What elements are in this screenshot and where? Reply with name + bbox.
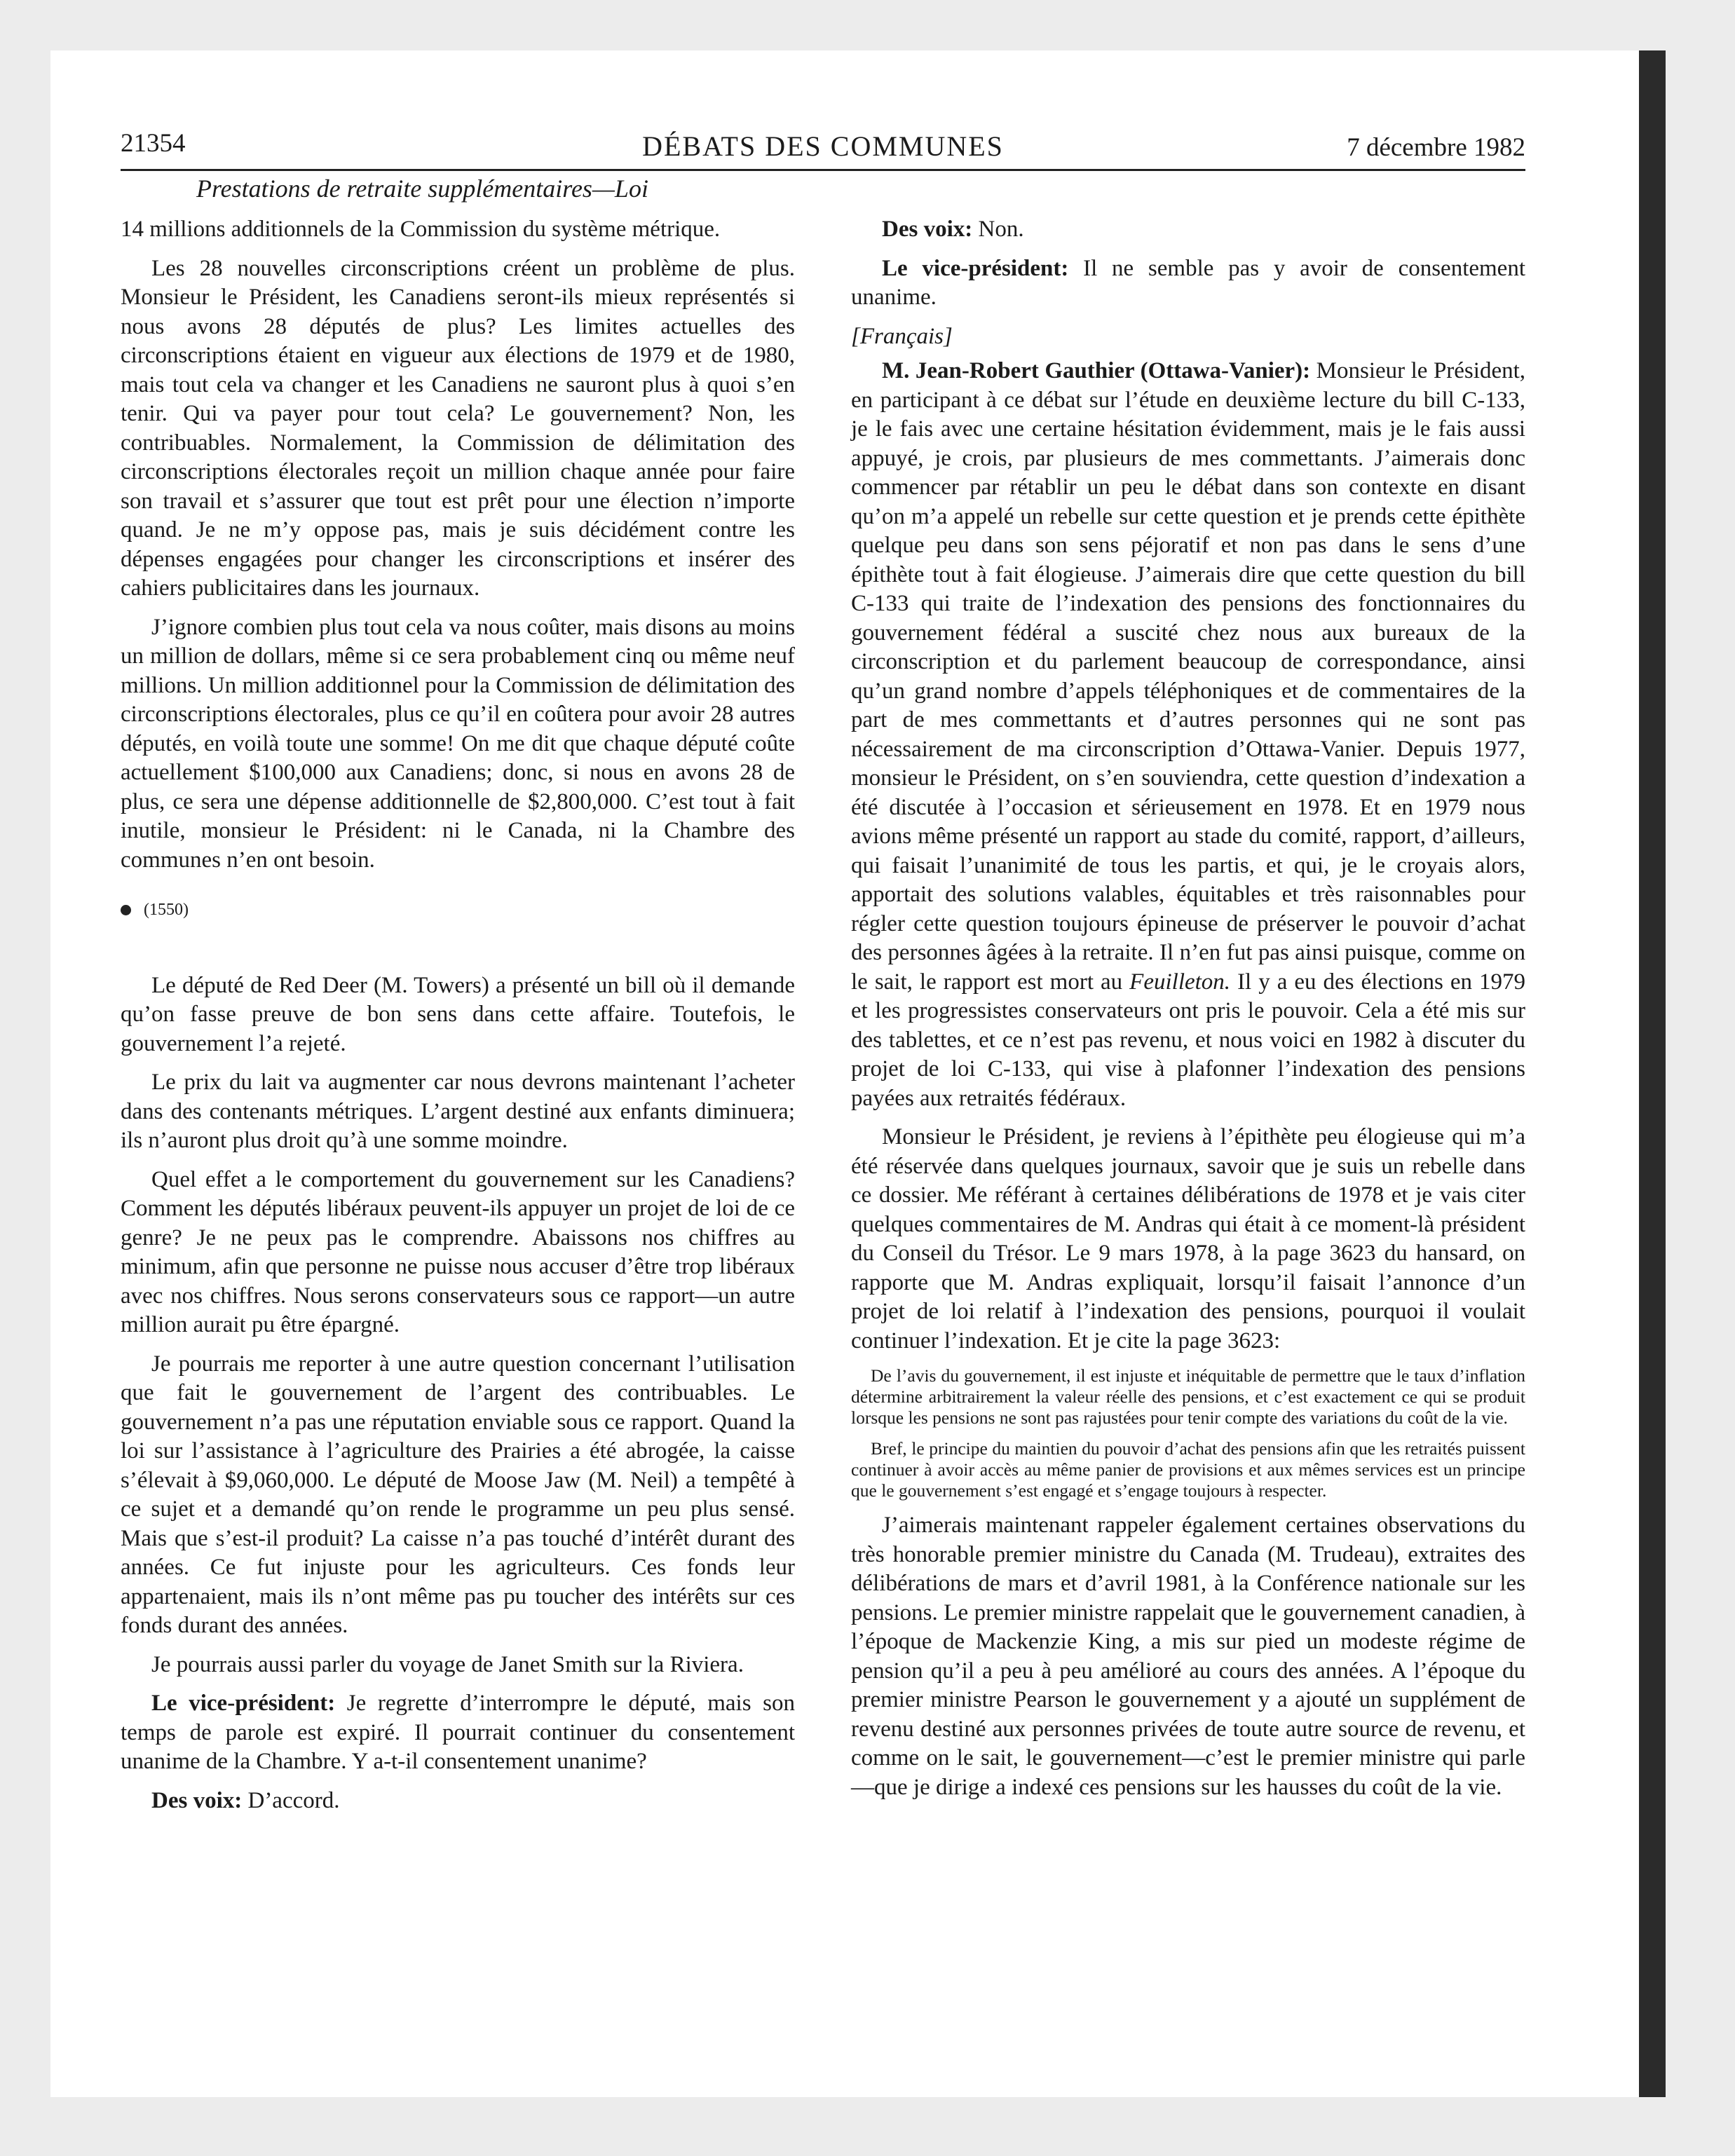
paragraph: Quel effet a le comportement du gouvernement sur les Canadiens? Comment les députés libéraux peuvent-ils appuyer un projet de loi de ce genre? Je ne peux pas le comprendre. Abaissons nos chiffres au minimum, afin que personne ne puisse nous accuser d’être trop libéraux avec nos chiffres. Nous serons conservateurs sous ce rapport—un autre million aurait pu être épargné.	[121, 1166, 795, 1337]
speech-text: D’accord.	[242, 1787, 340, 1813]
paragraph: Les 28 nouvelles circonscriptions créent un problème de plus. Monsieur le Président, les Canadiens seront-ils mieux représentés si nous avons 28 députés de plus? Les limites actuelles des circonscriptions étaient en vigueur aux élections de 1979 et de 1980, mais tout cela va changer et les Canadiens ne sauront plus à quoi s’en tenir. Qui va payer pour tout cela? Le gouvernement? Non, les contribuables. Normalement, la Commission de délimitation des circonscriptions électorales reçoit un million chaque année pour faire son travail et s’assurer que tout est prêt pour une élection n’importe quand. Je ne m’y oppose pas, mais je suis décidément contre les dépenses engagées pour changer les circonscriptions et insérer des cahiers publicitaires dans les journaux.	[121, 255, 795, 601]
paragraph: Je pourrais aussi parler du voyage de Janet Smith sur la Riviera.	[151, 1651, 744, 1677]
time-marker-label: (1550)	[144, 901, 189, 919]
paragraph: Le député de Red Deer (M. Towers) a présenté un bill où il demande qu’on fasse preuve de bon sens dans cette affaire. Toutefois, le gouvernement l’a rejeté.	[121, 972, 795, 1056]
speaker-name: Des voix:	[151, 1787, 243, 1813]
page-header	[121, 123, 1525, 171]
header-date: 7 décembre 1982	[1347, 133, 1525, 162]
paragraph: Monsieur le Président, je reviens à l’épithète peu élogieuse qui m’a été réservée dans quelques journaux, savoir que je suis un rebelle dans ce dossier. Me référant à certaines délibérations de 1978 et je vais citer quelques commentaires de M. Andras qui était à ce moment-là président du Conseil du Trésor. Le 9 mars 1978, à la page 3623 du hansard, on rapporte que M. Andras expliquait, lorsqu’il faisait l’annonce d’un projet de loi relatif à l’indexation des pensions, pourquoi il voulait continuer l’indexation. Et je cite la page 3623:	[851, 1124, 1525, 1353]
paragraph: J’aimerais maintenant rappeler également certaines observations du très honorable premier ministre du Canada (M. Trudeau), extraites des délibérations de mars et d’avril 1981, à la Conférence nationale sur les pensions. Le premier ministre rappelait que le gouvernement canadien, à l’époque de Mackenzie King, a mis sur pied un modeste régime de pension qu’il a peu à peu amélioré au cours des années. A l’époque du premier ministre Pearson le gouvernement y a ajouté un supplément de revenu destiné aux personnes privées de toute autre source de revenu, et comme on le sait, le gouvernement—c’est le premier ministre qui parle—que je dirige a indexé ces pensions sur les hausses du coût de la vie.	[851, 1513, 1525, 1800]
speech-paragraph	[851, 357, 1525, 1113]
speaker-name: M. Jean-Robert Gauthier (Ottawa-Vanier):	[882, 358, 1311, 383]
paragraph: Je pourrais me reporter à une autre question concernant l’utilisation que fait le gouvernement de l’argent des contribuables. Le gouvernement n’a pas une réputation enviable sous ce rapport. Quand la loi sur l’assistance à l’agriculture des Prairies a été abrogée, la caisse s’élevait à $9,060,000. Le député de Moose Jaw (M. Neil) a tempêté à ce sujet et a demandé qu’on rende le programme un peu plus sensé. Mais que s’est-il produit? La caisse n’a pas touché d’intérêt durant des années. Ce fut injuste pour les agriculteurs. Ces fonds leur appartenaient, mais ils n’ont même pas pu toucher des intérêts sur ces fonds durant des années.	[121, 1351, 795, 1638]
right-column	[851, 215, 1525, 1812]
paragraph: J’ignore combien plus tout cela va nous coûter, mais disons au moins un million de dollars, même si ce sera probablement cinq ou même neuf millions. Un million additionnel pour la Commission de délimitation des circonscriptions électorales, plus ce qu’il en coûtera pour avoir 28 autres députés, en voilà toute une somme! On me dit que chaque député coûte actuellement $100,000 aux Canadiens; donc, si nous en avons 28 de plus, ce sera une dépense additionnelle de $2,800,000. C’est tout à fait inutile, monsieur le Président: ni le Canada, ni la Chambre des communes n’en ont besoin.	[121, 614, 795, 873]
running-subtitle: Prestations de retraite supplémentaires—Loi	[196, 175, 648, 203]
paragraph: 14 millions additionnels de la Commission du système métrique.	[121, 217, 721, 242]
speaker-name: Le vice-président:	[882, 255, 1069, 281]
scan-edge-bar	[1639, 50, 1666, 2097]
speech-text: Il ne semble pas y avoir de consentement unanime.	[851, 255, 1525, 310]
speech-paragraph	[851, 215, 1525, 245]
block-quote	[851, 1365, 1525, 1501]
speech-paragraph	[121, 1787, 795, 1816]
italic-term: Feuilleton.	[1129, 969, 1231, 995]
time-marker	[121, 896, 795, 925]
quote-paragraph: De l’avis du gouvernement, il est injuste et inéquitable de permettre que le taux d’inflation détermine arbitrairement la valeur réelle des pensions, et c’est exactement ce qui se produit lorsque les pensions ne sont pas rajustées pour tenir compte des variations du coût de la vie.	[851, 1365, 1525, 1428]
journal-title: DÉBATS DES COMMUNES	[642, 130, 1004, 162]
speech-text: Il y a eu des élections en 1979 et les progressistes conservateurs ont pris le pouvoir. Cela a été mis sur des tablettes, et ce n’est pas revenu, et nous voici en 1982 à discuter du projet de loi C-133, qui vise à plafonner l’indexation des pensions payées aux retraités fédéraux.	[851, 969, 1525, 1111]
paragraph: Le prix du lait va augmenter car nous devrons maintenant l’acheter dans des contenants métriques. L’argent destiné aux enfants diminuera; ils n’auront plus droit qu’à une somme moindre.	[121, 1070, 795, 1153]
speech-text: Monsieur le Président, en participant à ce débat sur l’étude en deuxième lecture du bill C-133, je le fais avec une certaine hésitation évidemment, mais je le fais aussi appuyé, je crois, par plusieurs de mes commettants. J’aimerais donc commencer par rétablir un peu le débat dans son contexte en disant qu’on m’a appelé un rebelle sur cette question et je prends cette épithète quelque peu dans son sens péjoratif et non pas dans le sens d’une épithète tout à fait élogieuse. J’aimerais dire que cette question du bill C-133 qui traite de l’indexation des pensions des fonctionnaires du gouvernement fédéral a suscité chez nous aux bureaux de la circonscription et du parlement beaucoup de correspondance, ainsi qu’un grand nombre d’appels téléphoniques et de commentaires de la part de mes commettants et d’autres personnes qui ne sont pas nécessairement de ma circonscription d’Ottawa-Vanier. Depuis 1977, monsieur le Président, on s’en souviendra, cette question d’indexation a été discutée à l’occasion et sérieusement en 1978. Et en 1979 nous avions même présenté un rapport au stade du comité, rapport, d’ailleurs, qui faisait l’unanimité de tous les partis, et qui, je le croyais alors, apportait des solutions valables, équitables et très raisonnables pour régler cette question toujours épineuse de préserver le pouvoir d’achat des personnes âgées à la retraite. Il n’en fut pas ainsi puisque, comme on le sait, le rapport est mort au	[851, 358, 1526, 995]
quote-paragraph: Bref, le principe du maintien du pouvoir d’achat des pensions afin que les retraités puissent continuer à avoir accès au même panier de provisions et aux mêmes services est un principe que le gouvernement s’est engagé et s’engage toujours à respecter.	[851, 1438, 1525, 1501]
left-column	[121, 215, 795, 1825]
language-tag: [Français]	[851, 323, 953, 349]
bullet-icon	[121, 905, 131, 915]
speaker-name: Des voix:	[882, 217, 973, 242]
speech-text: Je regrette d’interrompre le député, mais son temps de parole est expiré. Il pourrait continuer du consentement unanime de la Chambre. Y a-t-il consentement unanime?	[121, 1691, 795, 1774]
speech-paragraph	[851, 254, 1525, 313]
page-number: 21354	[121, 129, 186, 158]
speech-paragraph	[121, 1689, 795, 1777]
speaker-name: Le vice-président:	[151, 1691, 336, 1716]
speech-text: Non.	[972, 217, 1024, 242]
